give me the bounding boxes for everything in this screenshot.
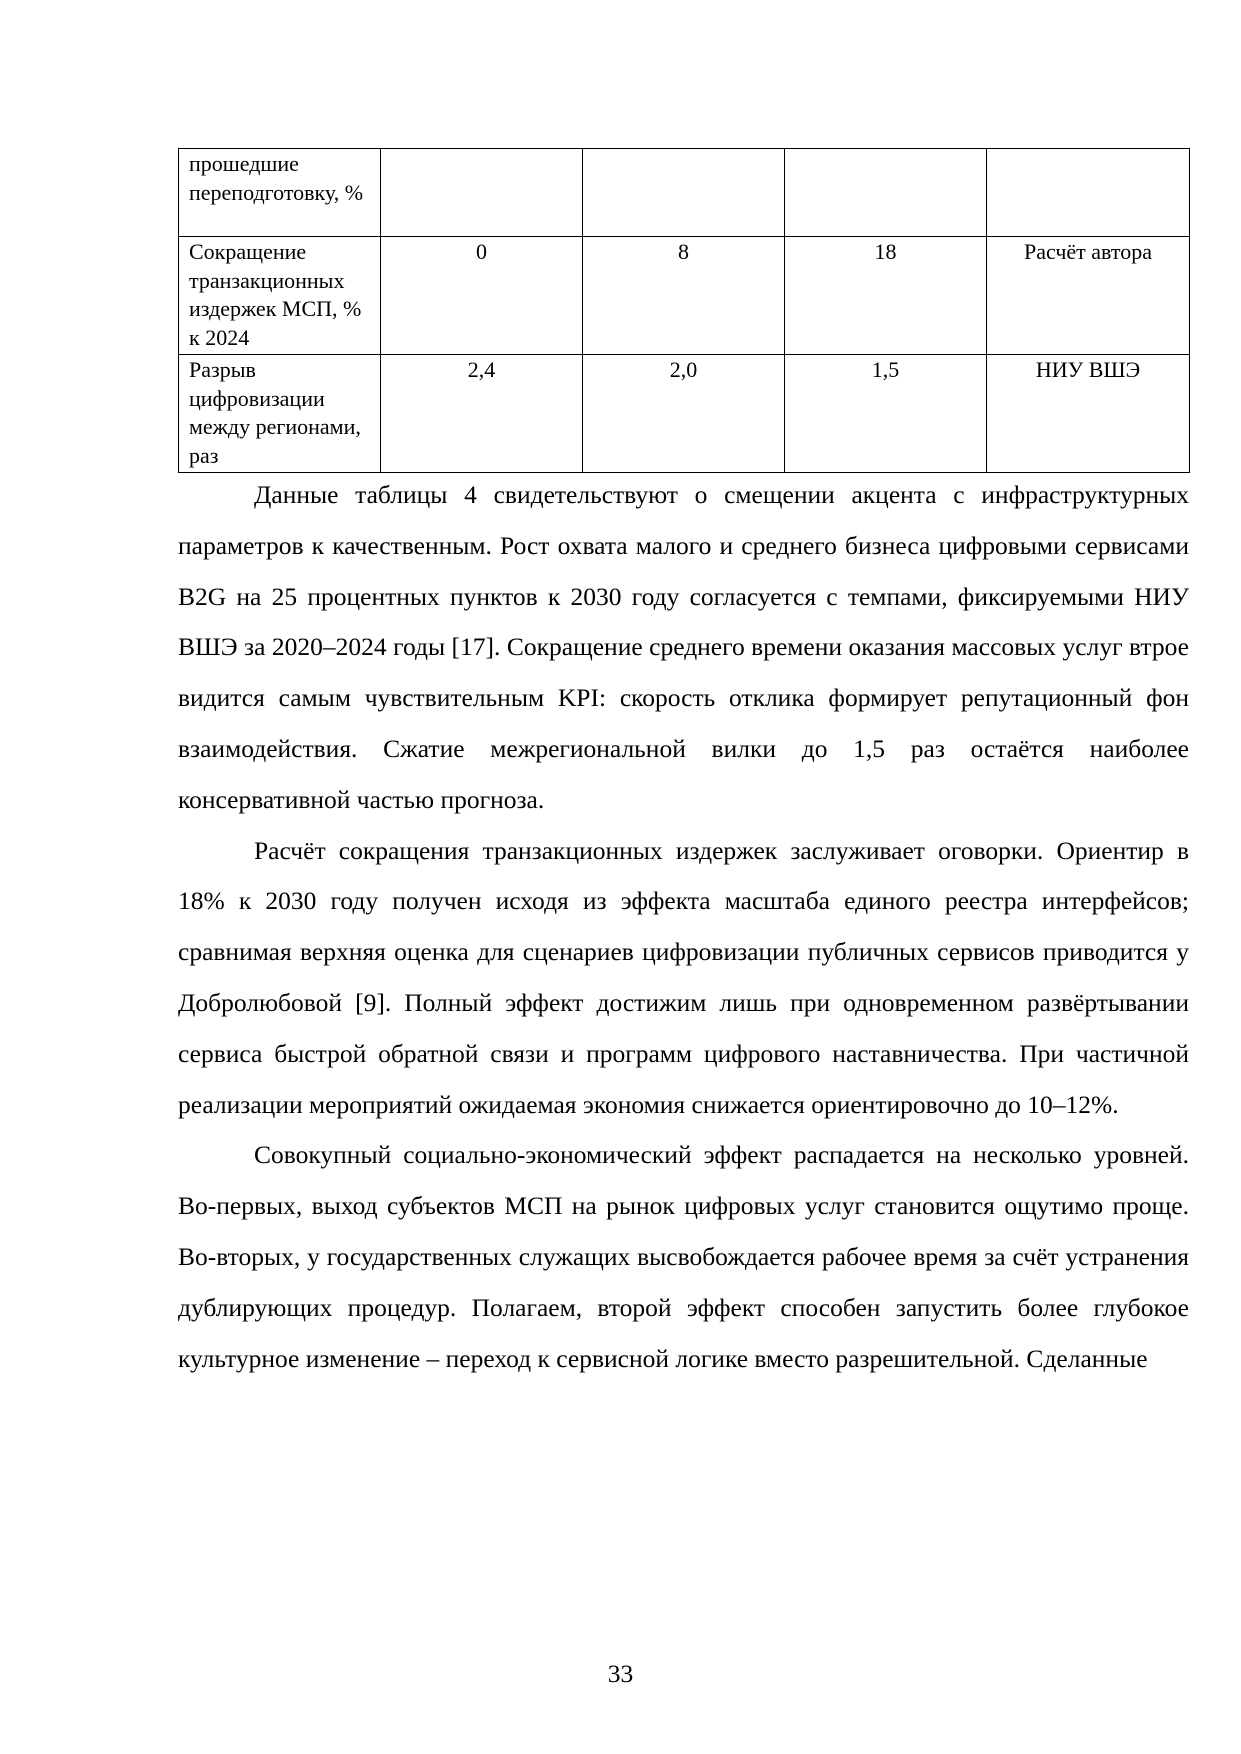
table-row [179,149,1190,237]
value-2027-cell [583,149,785,237]
body-text [178,470,1189,1384]
table-row [179,237,1190,355]
paragraph: Расчёт сокращения транзакционных издержек заслуживает оговорки. Ориентир в 18% к 2030 году получен исходя из эффекта масштаба единого реестра интерфейсов; сравнимая верхняя оценка для сценариев цифровизации публичных сервисов приводится у Добролюбовой [9]. Полный эффект достижим лишь при одновременном развёртывании сервиса быстрой обратной связи и программ цифрового наставничества. При частичной реализации мероприятий ожидаемая экономия снижается ориентировочно до 10–12%. [178,835,1189,1119]
value-2024-cell: 0 [381,237,583,355]
value-2030-cell [785,149,987,237]
kpi-table [178,148,1190,473]
value-2030-cell: 18 [785,237,987,355]
value-2027-cell: 8 [583,237,785,355]
source-cell: Расчёт автора [987,237,1190,355]
page-number: 33 [607,1659,634,1688]
row-label-cell: Сокращение транзакционных издержек МСП, % к 2024 [179,237,381,355]
table-row [179,355,1190,473]
value-2024-cell [381,149,583,237]
paragraph: Совокупный социально-экономический эффект распадается на несколько уровней. Во-первых, выход субъектов МСП на рынок цифровых услуг становится ощутимо проще. Во-вторых, у государственных служащих высвобождается рабочее время за счёт устранения дублирующих процедур. Полагаем, второй эффект способен запустить более глубокое культурное изменение – переход к сервисной логике вместо разрешительной. Сделанные [178,1140,1189,1373]
row-label-cell: Разрыв цифровизации между регионами, раз [179,355,381,473]
row-label-cell: прошедшие переподготовку, % [179,149,381,237]
value-2027-cell: 2,0 [583,355,785,473]
value-2024-cell: 2,4 [381,355,583,473]
paragraph: Данные таблицы 4 свидетельствуют о смещении акцента с инфраструктурных параметров к качественным. Рост охвата малого и среднего бизнеса цифровыми сервисами B2G на 25 процентных пунктов к 2030 году согласуется с темпами, фиксируемыми НИУ ВШЭ за 2020–2024 годы [17]. Сокращение среднего времени оказания массовых услуг втрое видится самым чувствительным KPI: скорость отклика формирует репутационный фон взаимодействия. Сжатие межрегиональной вилки до 1,5 раз остаётся наиболее консервативной частью прогноза. [178,480,1189,814]
value-2030-cell: 1,5 [785,355,987,473]
source-cell: НИУ ВШЭ [987,355,1190,473]
source-cell [987,149,1190,237]
